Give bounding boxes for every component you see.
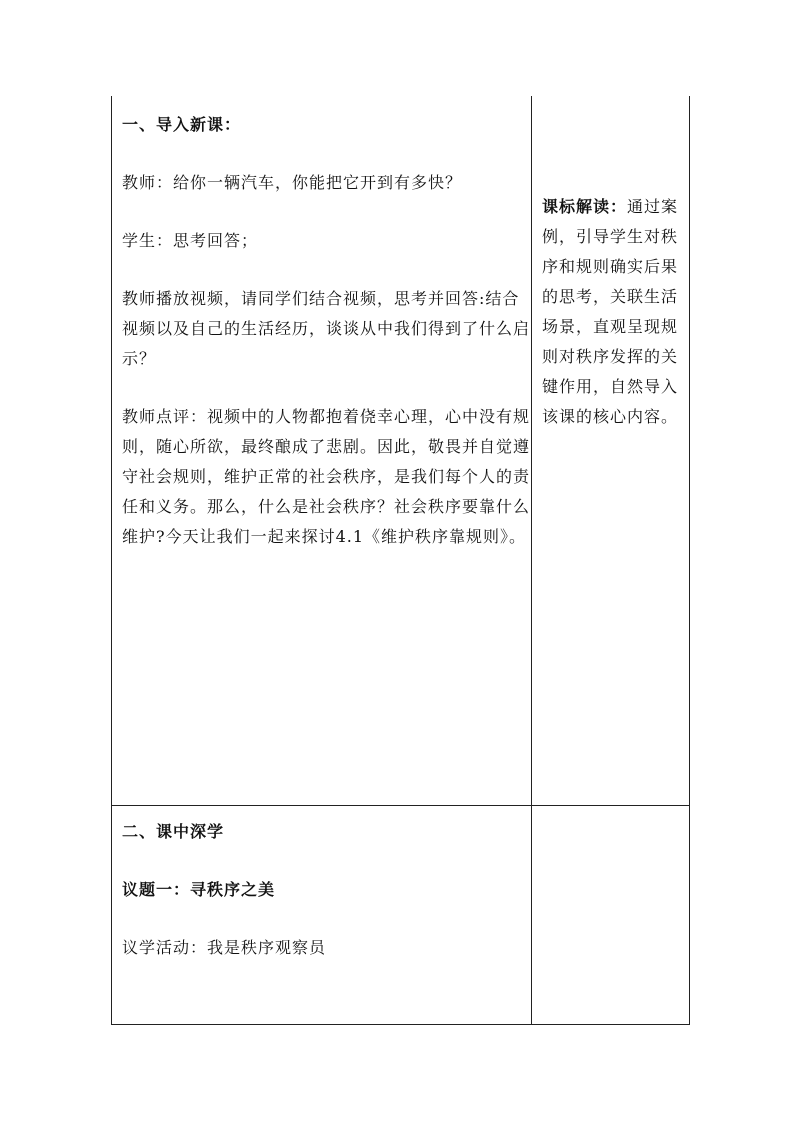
teacher-question: 教师：给你一辆汽车，你能把它开到有多快？ bbox=[122, 173, 463, 192]
curriculum-note-label: 课标解读： bbox=[542, 197, 628, 216]
section1-heading: 一、导入新课： bbox=[122, 115, 242, 134]
table-border-bottom bbox=[111, 1024, 690, 1025]
lesson-plan-table bbox=[111, 96, 690, 1025]
table-border-row-divider bbox=[111, 805, 690, 806]
section2-heading: 二、课中深学 bbox=[122, 822, 225, 841]
row1-note-cell bbox=[542, 192, 682, 432]
topic-one: 议题一：寻秩序之美 bbox=[122, 880, 276, 899]
learning-activity: 议学活动：我是秩序观察员 bbox=[122, 938, 327, 957]
curriculum-note bbox=[542, 192, 682, 432]
row1-content-cell bbox=[122, 110, 532, 552]
video-instruction: 教师播放视频，请同学们结合视频，思考并回答:结合视频以及自己的生活经历，谈谈从中我们得到了什么启示？ bbox=[122, 289, 531, 368]
teacher-comment: 教师点评：视频中的人物都抱着侥幸心理，心中没有规则，随心所欲，最终酿成了悲剧。因此，敬畏并自觉遵守社会规则，维护正常的社会秩序，是我们每个人的责任和义务。那么，什么是社会秩序？社会秩序要靠什么维护?今天让我们一起来探讨4.1《维护秩序靠规则》。 bbox=[122, 407, 531, 546]
table-border-right bbox=[689, 96, 690, 1025]
row2-content-cell bbox=[122, 817, 532, 963]
table-border-left bbox=[111, 96, 112, 1025]
student-response: 学生：思考回答； bbox=[122, 231, 259, 250]
curriculum-note-text: 通过案例，引导学生对秩序和规则确实后果的思考，关联生活场景，直观呈现规则对秩序发挥的关键作用，自然导入该课的核心内容。 bbox=[542, 197, 679, 426]
